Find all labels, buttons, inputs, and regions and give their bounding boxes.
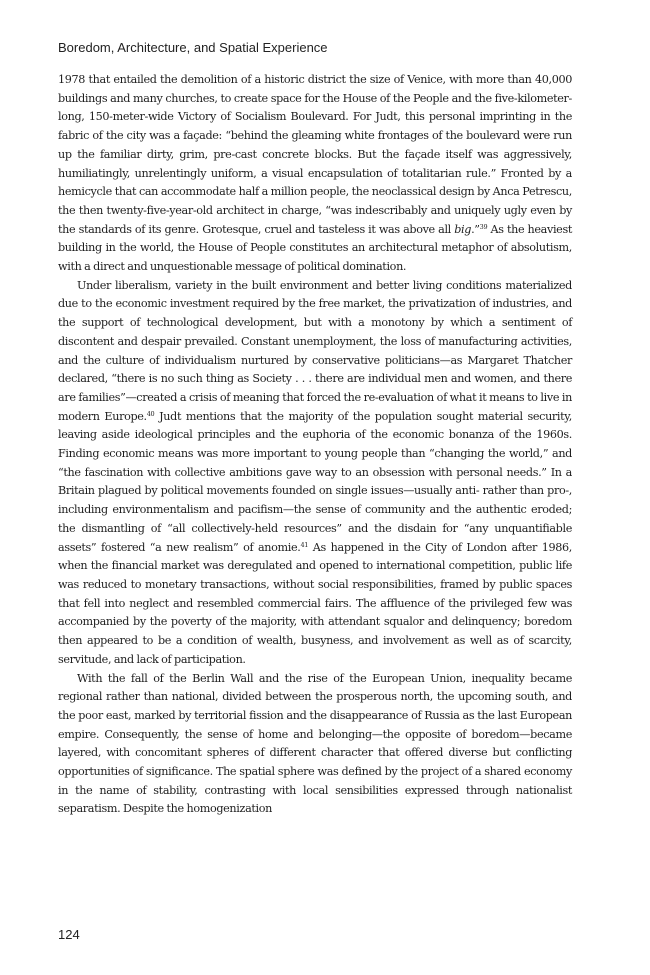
footnote-ref: 41 xyxy=(300,540,309,549)
text-run: Under liberalism, variety in the built environment and better living conditions materialized due to the economic investment required by the free market, the privatization of industries, and the support of technological development, but with a monotony by which a sentiment of discontent and despair prevailed. Constant unemployment, the loss of manufacturing activities, and the culture of individualism nurtured by conservative politicians—as Margaret Thatcher declared, “there is no such thing as Society . . . there are individual men and women, and there are families”—created a crisis of meaning that forced the re-evaluation of what it means to live in modern Europe. xyxy=(58,278,572,423)
text-run: As happened in the City of London after 1986, when the financial market was deregulated and opened to international competition, public life was reduced to monetary transactions, without social responsibilities, framed by public spaces that fell into neglect and resembled commercial fairs. The affluence of the privileged few was accompanied by the poverty of the majority, with attendant squalor and delinquency; boredom then appeared to be a condition of wealth, busyness, and involvement as well as of scarcity, servitude, and lack of participation. xyxy=(58,540,572,666)
footnote-ref: 39 xyxy=(479,222,488,231)
body-text xyxy=(58,71,572,819)
page-number: 124 xyxy=(58,927,80,942)
text-run: Judt mentions that the majority of the population sought material security, leaving aside ideological principles and the euphoria of the economic bonanza of the 1960s. Finding economic means was more important to young people than “changing the world,” and “the fascination with collective ambitions gave way to an obsession with personal needs.” In a Britain plagued by political movements founded on single issues—usually anti- rather than pro-, including environmentalism and pacifism—the sense of community and the authentic eroded; the dismantling of “all collectively-held resources” and the disdain for “any unquantifiable assets” fostered “a new realism” of anomie. xyxy=(58,409,572,554)
text-run: With the fall of the Berlin Wall and the rise of the European Union, inequality became regional rather than national, divided between the prosperous north, the upcoming south, and the poor east, marked by territorial fission and the disappearance of Russia as the last European empire. Consequently, the sense of home and belonging—the opposite of boredom—became layered, with concomitant spheres of different character that offered diverse but conflicting opportunities of significance. The spatial sphere was defined by the project of a shared economy in the name of stability, contrasting with local sensibilities expressed through nationalist separatism. Despite the homogenization xyxy=(58,671,572,816)
paragraph xyxy=(58,71,572,277)
text-run: As the heaviest building in the world, the House of People constitutes an architectural metaphor of absolutism, with a direct and unquestionable message of political domination. xyxy=(58,222,572,274)
text-run: .” xyxy=(471,222,480,236)
text-run: 1978 that entailed the demolition of a historic district the size of Venice, with more than 40,000 buildings and many churches, to create space for the House of the People and the five-kilometer-long, 150-meter-wide Victory of Socialism Boulevard. For Judt, this personal imprinting in the fabric of the city was a façade: “behind the gleaming white frontages of the boulevard were run up the familiar dirty, grim, pre-cast concrete blocks. But the façade itself was aggressively, humiliatingly, unrelentingly uniform, a visual encapsulation of totalitarian rule.” Fronted by a hemicycle that can accommodate half a million people, the neoclassical design by Anca Petrescu, the then twenty-five-year-old architect in charge, “was indescribably and uniquely ugly even by the standards of its genre. Grotesque, cruel and tasteless it was above all xyxy=(58,73,572,236)
running-head: Boredom, Architecture, and Spatial Experience xyxy=(58,40,328,55)
footnote-ref: 40 xyxy=(146,409,155,418)
emphasis: big xyxy=(454,222,472,236)
paragraph xyxy=(58,277,572,670)
paragraph xyxy=(58,670,572,820)
